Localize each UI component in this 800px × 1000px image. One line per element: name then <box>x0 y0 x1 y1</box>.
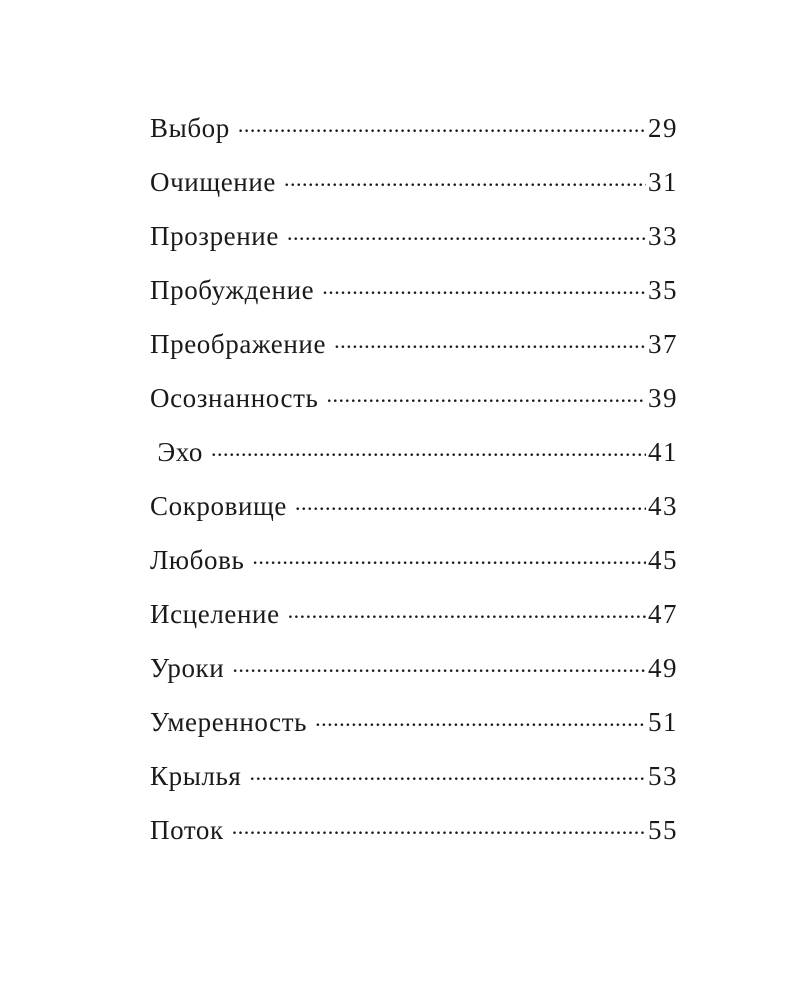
toc-entry[interactable] <box>150 758 678 812</box>
toc-entry-title: Выбор <box>150 113 230 143</box>
toc-entry[interactable] <box>150 704 678 758</box>
toc-page-number: 55 <box>648 815 678 845</box>
toc-page-number: 47 <box>648 599 678 629</box>
toc-entry[interactable] <box>150 596 678 650</box>
toc-entry[interactable] <box>150 488 678 542</box>
toc-page-number: 37 <box>648 329 678 359</box>
toc-page-number: 29 <box>648 113 678 143</box>
toc-page-number: 31 <box>648 167 678 197</box>
toc-entry[interactable] <box>150 434 678 488</box>
toc-entry-title: Умеренность <box>150 707 308 737</box>
toc-page-number: 33 <box>648 221 678 251</box>
toc-dot-leader <box>252 542 646 569</box>
toc-page-number: 49 <box>648 653 678 683</box>
toc-entry[interactable] <box>150 650 678 704</box>
toc-dot-leader <box>211 434 646 461</box>
toc-entry-title: Очищение <box>150 167 276 197</box>
toc-entry[interactable] <box>150 218 678 272</box>
toc-entry[interactable] <box>150 542 678 596</box>
toc-entry[interactable] <box>150 164 678 218</box>
toc-entry[interactable] <box>150 380 678 434</box>
toc-entry-title: Прозрение <box>150 221 279 251</box>
toc-entry-title: Сокровище <box>150 491 287 521</box>
toc-entry-title: Пробуждение <box>150 275 315 305</box>
toc-dot-leader <box>322 272 646 299</box>
toc-page-number: 51 <box>648 707 678 737</box>
toc-dot-leader <box>315 704 646 731</box>
toc-entry-title: Крылья <box>150 761 242 791</box>
toc-page-number: 53 <box>648 761 678 791</box>
toc-entry-title: Уроки <box>150 653 225 683</box>
toc-entry-title: Исцеление <box>150 599 280 629</box>
toc-entry[interactable] <box>150 812 678 866</box>
toc-dot-leader <box>232 650 646 677</box>
toc-page-number: 39 <box>648 383 678 413</box>
toc-entry-title: Осознанность <box>150 383 319 413</box>
toc-entry-title: Преображение <box>150 329 327 359</box>
toc-dot-leader <box>326 380 646 407</box>
toc-dot-leader <box>334 326 646 353</box>
toc-dot-leader <box>295 488 646 515</box>
toc-page-number: 35 <box>648 275 678 305</box>
toc-entry-title: Эхо <box>150 437 203 467</box>
toc-entry-title: Любовь <box>150 545 245 575</box>
toc-dot-leader <box>288 596 646 623</box>
toc-page-number: 43 <box>648 491 678 521</box>
table-of-contents <box>150 110 678 866</box>
toc-entry-title: Поток <box>150 815 224 845</box>
toc-dot-leader <box>284 164 646 191</box>
toc-page-number: 45 <box>648 545 678 575</box>
toc-dot-leader <box>238 110 646 137</box>
toc-dot-leader <box>232 812 646 839</box>
toc-entry[interactable] <box>150 110 678 164</box>
toc-dot-leader <box>287 218 646 245</box>
toc-entry[interactable] <box>150 326 678 380</box>
toc-page-number: 41 <box>648 437 678 467</box>
toc-entry[interactable] <box>150 272 678 326</box>
toc-dot-leader <box>249 758 646 785</box>
